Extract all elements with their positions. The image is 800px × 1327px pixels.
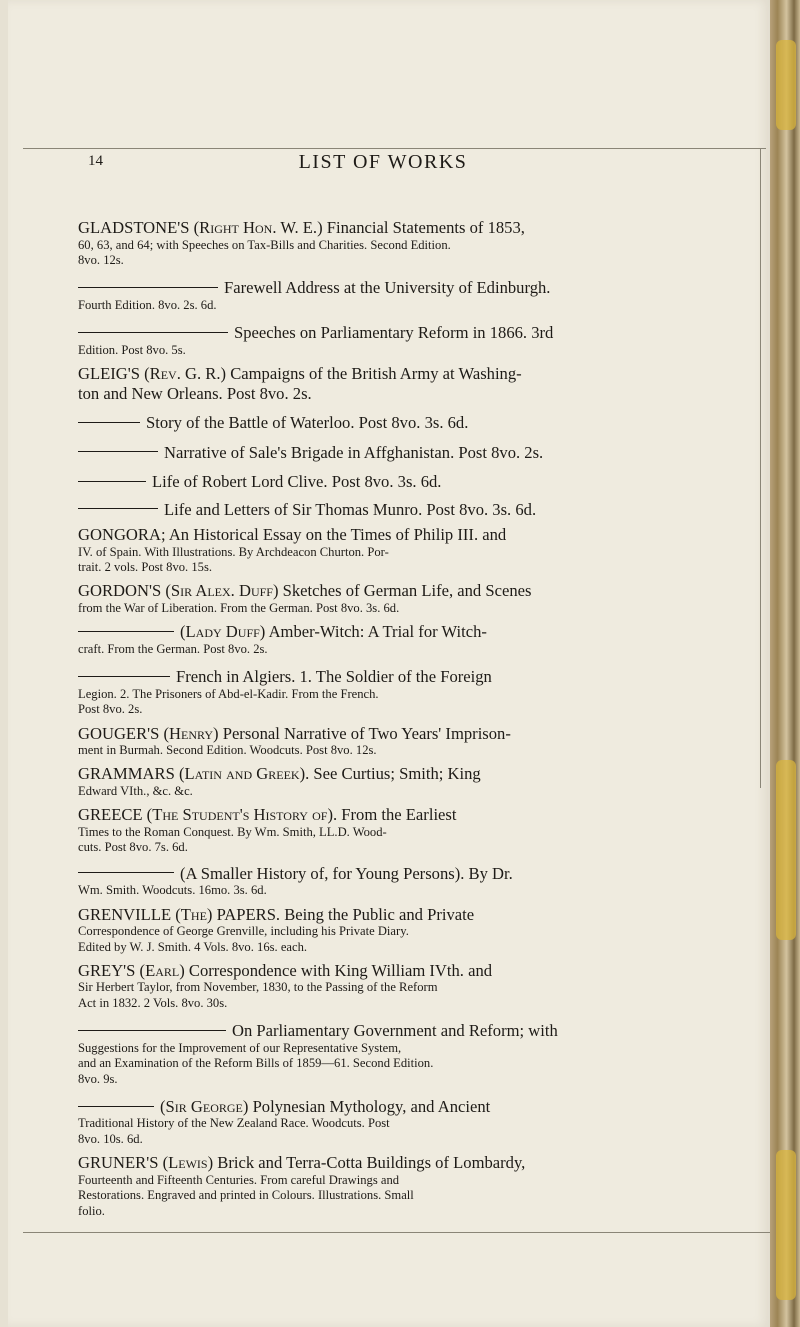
entry-qualifier: (The) [171, 904, 213, 924]
entry-title: Financial Statements of 1853, [322, 218, 525, 237]
book-page [8, 0, 770, 1327]
catalogue-entry [78, 500, 726, 520]
entry-title: Farewell Address at the University of Edinburgh. [224, 278, 551, 298]
entry-note: Suggestions for the Improvement of our Representative System, [78, 1040, 402, 1055]
catalogue-entry [78, 1153, 726, 1219]
catalogue-entry [78, 364, 726, 403]
entry-title: From the Earliest [337, 805, 457, 825]
entry-heading [118, 622, 726, 642]
entry-title: Correspondence with King William IVth. and [184, 960, 493, 980]
ditto-dash [78, 508, 158, 509]
entry-author: GRUNER'S [78, 1153, 159, 1173]
entry-heading [118, 323, 726, 343]
entry-note: ment in Burmah. Second Edition. Woodcuts. Post 8vo. 12s. [78, 743, 377, 758]
catalogue-entry [78, 667, 726, 717]
entry-qualifier: (Rev. G. R.) [139, 364, 227, 384]
entry-author: GREY'S [78, 960, 136, 980]
entry-title: Sketches of German Life, and Scenes [278, 581, 532, 601]
edge-stain [776, 40, 796, 130]
entry-author: GONGORA; [78, 525, 166, 545]
entry-note: folio. [78, 1203, 105, 1218]
catalogue-entry [78, 764, 726, 799]
entry-title: Brick and Terra-Cotta Buildings of Lombardy, [213, 1153, 526, 1173]
edge-stain [776, 1150, 796, 1300]
catalogue-entry [78, 413, 726, 433]
entry-heading [118, 1021, 726, 1041]
entry-heading [78, 805, 726, 825]
entry-author: GRENVILLE [78, 904, 172, 924]
catalogue-entry [78, 278, 726, 313]
ditto-dash [78, 287, 218, 288]
bottom-rule [23, 1232, 770, 1233]
catalogue-entry [78, 443, 726, 463]
page-number: 14 [88, 153, 103, 169]
entry-title: Polynesian Mythology, and Ancient [248, 1096, 491, 1116]
catalogue-entry [78, 323, 726, 358]
entry-title: See Curtius; Smith; King [309, 764, 481, 784]
edge-stain [776, 760, 796, 940]
entry-heading [118, 443, 726, 463]
entry-title: Personal Narrative of Two Years' Imprison- [218, 723, 511, 743]
entry-author: GLADSTONE'S [78, 218, 190, 237]
top-rule [23, 148, 766, 149]
ditto-dash [78, 422, 140, 423]
entry-qualifier: (Sir George) [160, 1096, 249, 1116]
entry-qualifier: (Henry) [159, 723, 219, 743]
catalogue-entry [78, 525, 726, 575]
entry-heading [78, 218, 726, 238]
entry-qualifier: (Earl) [135, 960, 185, 980]
ditto-dash [78, 631, 174, 632]
entry-qualifier: (The Student's History of). [142, 805, 338, 825]
entry-heading [118, 667, 726, 687]
entry-note: Wm. Smith. Woodcuts. 16mo. 3s. 6d. [78, 883, 267, 898]
entry-note: craft. From the German. Post 8vo. 2s. [78, 641, 268, 656]
entry-title: Life and Letters of Sir Thomas Munro. Post 8vo. 3s. 6d. [164, 499, 537, 519]
entry-title: Narrative of Sale's Brigade in Affghanistan. Post 8vo. 2s. [164, 442, 544, 462]
entry-title: An Historical Essay on the Times of Philip III. and [165, 525, 507, 545]
catalogue-entry [78, 905, 726, 955]
right-rule [760, 148, 761, 788]
running-title: LIST OF WORKS [298, 151, 468, 173]
entry-note: Act in 1832. 2 Vols. 8vo. 30s. [78, 995, 228, 1010]
catalogue-entry [78, 1021, 726, 1087]
entry-heading [78, 581, 726, 601]
ditto-dash [78, 451, 158, 452]
entry-note: 8vo. 10s. 6d. [78, 1131, 143, 1146]
entry-note: Sir Herbert Taylor, from November, 1830, to the Passing of the Reform [78, 980, 438, 995]
entry-title: Amber-Witch: A Trial for Witch- [265, 622, 487, 642]
entry-qualifier: (Right Hon. W. E.) [189, 218, 323, 237]
page-edge [770, 0, 800, 1327]
entry-title: Campaigns of the British Army at Washing- [226, 364, 522, 384]
catalogue-entry [78, 472, 726, 492]
entry-note: 8vo. 9s. [78, 1071, 118, 1086]
catalogue-entry [78, 622, 726, 657]
entry-note: Edited by W. J. Smith. 4 Vols. 8vo. 16s. each. [78, 939, 308, 954]
entry-title: Speeches on Parliamentary Reform in 1866. 3rd [234, 323, 554, 343]
catalogue-entry [78, 1097, 726, 1147]
catalogue-entry [78, 218, 726, 268]
entry-author: GREECE [78, 805, 143, 825]
entry-heading [118, 413, 726, 433]
ditto-dash [78, 676, 170, 677]
entry-heading [78, 723, 726, 744]
entry-title: Story of the Battle of Waterloo. Post 8vo. 3s. 6d. [146, 413, 469, 433]
catalogue-entry [78, 961, 726, 1011]
entry-heading [118, 500, 726, 520]
entry-note: Edition. Post 8vo. 5s. [78, 342, 186, 357]
entry-author: GORDON'S [78, 581, 162, 601]
catalogue-entries [78, 218, 726, 1219]
entry-author: GRAMMARS [78, 764, 175, 784]
ditto-dash [78, 1106, 154, 1107]
entry-note: cuts. Post 8vo. 7s. 6d. [78, 840, 188, 855]
ditto-dash [78, 1030, 226, 1031]
ditto-dash [78, 332, 228, 333]
entry-note: IV. of Spain. With Illustrations. By Archdeacon Churton. Por- [78, 544, 389, 559]
entry-note: 8vo. 12s. [78, 252, 124, 267]
entry-title: On Parliamentary Government and Reform; with [232, 1021, 558, 1041]
entry-title-continuation: ton and New Orleans. Post 8vo. 2s. [78, 383, 312, 403]
entry-qualifier: (Lady Duff) [180, 622, 266, 642]
entry-author: GLEIG'S [78, 364, 140, 384]
entry-note: trait. 2 vols. Post 8vo. 15s. [78, 560, 212, 575]
entry-note: Post 8vo. 2s. [78, 702, 143, 717]
catalogue-entry [78, 724, 726, 759]
entry-heading [78, 525, 726, 545]
ditto-dash [78, 481, 146, 482]
entry-note: Edward VIth., &c. &c. [78, 783, 193, 798]
catalogue-entry [78, 581, 726, 616]
entry-qualifier: (Latin and Greek). [174, 764, 310, 784]
entry-heading [118, 278, 726, 298]
entry-note: from the War of Liberation. From the German. Post 8vo. 3s. 6d. [78, 600, 400, 615]
entry-heading [118, 472, 726, 492]
entry-author: GOUGER'S [78, 723, 160, 743]
entry-title: (A Smaller History of, for Young Persons). By Dr. [180, 863, 513, 883]
entry-note: Traditional History of the New Zealand Race. Woodcuts. Post [78, 1116, 390, 1131]
entry-heading [78, 960, 726, 981]
entry-heading [78, 1153, 726, 1173]
entry-title: Life of Robert Lord Clive. Post 8vo. 3s. 6d. [152, 472, 442, 492]
ditto-dash [78, 872, 174, 873]
entry-note: Times to the Roman Conquest. By Wm. Smith, LL.D. Wood- [78, 824, 387, 839]
entry-heading [118, 1097, 726, 1117]
entry-note: 60, 63, and 64; with Speeches on Tax-Bills and Charities. Second Edition. [78, 237, 451, 252]
entry-note: Restorations. Engraved and printed in Colours. Illustrations. Small [78, 1188, 414, 1203]
catalogue-entry [78, 864, 726, 899]
entry-heading [78, 904, 726, 925]
entry-note: Fourth Edition. 8vo. 2s. 6d. [78, 297, 217, 312]
entry-note: Legion. 2. The Prisoners of Abd-el-Kadir. From the French. [78, 686, 379, 701]
entry-title: French in Algiers. 1. The Soldier of the Foreign [176, 667, 492, 687]
entry-heading [78, 764, 726, 784]
entry-title: PAPERS. Being the Public and Private [212, 904, 475, 924]
catalogue-entry [78, 805, 726, 855]
entry-qualifier: (Lewis) [158, 1153, 214, 1173]
entry-note: and an Examination of the Reform Bills of 1859—61. Second Edition. [78, 1056, 434, 1071]
page-header [58, 153, 708, 175]
entry-qualifier: (Sir Alex. Duff) [161, 581, 279, 601]
entry-heading [118, 864, 726, 884]
entry-note: Correspondence of George Grenville, including his Private Diary. [78, 924, 409, 939]
entry-heading [78, 364, 726, 384]
entry-note: Fourteenth and Fifteenth Centuries. From careful Drawings and [78, 1172, 400, 1187]
